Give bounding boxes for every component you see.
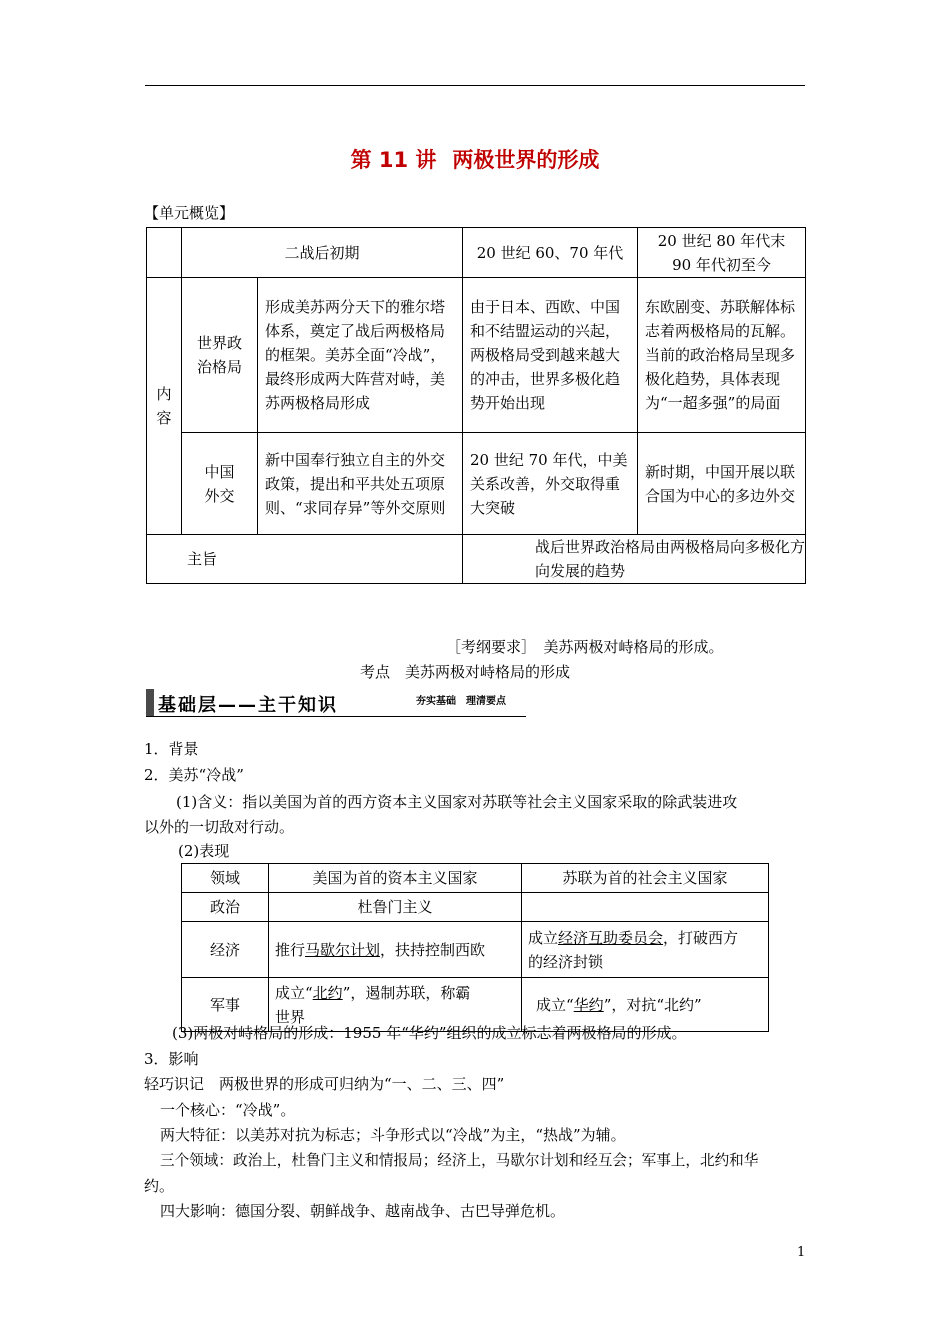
lecture-title xyxy=(0,144,950,174)
banner-subtitle: 夯实基础 理清要点 xyxy=(416,696,506,707)
cell-text: ，扶持控制西欧 xyxy=(380,940,486,959)
overview-cell: 形成美苏两分天下的雅尔塔体系，奠定了战后两极格局的框架。美苏全面“冷战”，最终形成两大阵营对峙，美苏两极格局形成 xyxy=(258,278,463,433)
list-item-impact: 3．影响 xyxy=(144,1050,199,1068)
overview-corner-cell xyxy=(147,228,182,278)
overview-row-politics xyxy=(147,278,806,433)
cell-text: 的经济封锁 xyxy=(528,952,604,971)
cell-text: 推行 xyxy=(275,940,306,959)
summary-line: 两大特征：以美苏对抗为标志；斗争形式以“冷战”为主，“热战”为辅。 xyxy=(160,1126,626,1144)
definition-line: (1)含义：指以美国为首的西方资本主义国家对苏联等社会主义国家采取的除武装进攻 xyxy=(176,793,738,811)
underlined-term: 华约 xyxy=(573,995,604,1014)
exam-point-title: 考点 美苏两极对峙格局的形成 xyxy=(360,663,571,681)
details-row-label: 经济 xyxy=(182,922,269,978)
details-row-economy xyxy=(182,922,769,978)
banner-accent-bar xyxy=(146,689,154,717)
details-cell xyxy=(522,922,769,978)
list-item-background: 1．背景 xyxy=(144,740,199,758)
details-col-header: 苏联为首的社会主义国家 xyxy=(522,864,769,893)
overview-theme-text: 战后世界政治格局由两极格局向多极化方向发展的趋势 xyxy=(463,535,806,584)
definition-line: 以外的一切敌对行动。 xyxy=(144,818,295,836)
overview-theme-label: 主旨 xyxy=(147,535,463,584)
overview-row-theme xyxy=(147,535,806,584)
underlined-term: 经济互助委员会 xyxy=(558,928,664,947)
details-cell xyxy=(522,893,769,922)
memory-tip: 轻巧识记 两极世界的形成可归纳为“一、二、三、四” xyxy=(144,1075,505,1093)
cell-text: ”，遏制苏联，称霸 xyxy=(342,983,471,1002)
details-row-label: 军事 xyxy=(182,978,269,1032)
overview-row-label: 中国外交 xyxy=(182,433,258,535)
summary-line: 三个领域：政治上，杜鲁门主义和情报局；经济上，马歇尔计划和经互会；军事上，北约和华 xyxy=(160,1152,759,1169)
banner-title: 基础层——主干知识 xyxy=(158,695,338,716)
cell-text: ，打破西方 xyxy=(663,928,739,947)
unit-overview-label: 【单元概览】 xyxy=(144,204,235,222)
details-header-row xyxy=(182,864,769,893)
formation-line: (3)两极对峙格局的形成：1955 年“华约”组织的成立标志着两极格局的形成。 xyxy=(172,1024,687,1042)
cell-text: 成立 xyxy=(528,928,559,947)
overview-cell: 20 世纪 70 年代，中美关系改善，外交取得重大突破 xyxy=(463,433,638,535)
cell-text: 成立“ xyxy=(275,983,313,1002)
lecture-number: 第 11 讲 xyxy=(350,148,437,172)
details-cell: 杜鲁门主义 xyxy=(269,893,522,922)
summary-line: 约。 xyxy=(144,1177,175,1195)
overview-col-header: 20 世纪 60、70 年代 xyxy=(463,228,638,278)
cell-text: 世界 xyxy=(275,1007,306,1026)
overview-cell: 东欧剧变、苏联解体标志着两极格局的瓦解。当前的政治格局呈现多极化趋势，具体表现为“一超多强”的局面 xyxy=(638,278,806,433)
underlined-term: 马歇尔计划 xyxy=(305,940,381,959)
overview-group-label: 内容 xyxy=(147,278,182,535)
overview-cell: 由于日本、西欧、中国和不结盟运动的兴起，两极格局受到越来越大的冲击，世界多极化趋势开始出现 xyxy=(463,278,638,433)
summary-line: 一个核心：“冷战”。 xyxy=(160,1101,296,1119)
overview-cell: 新中国奉行独立自主的外交政策，提出和平共处五项原则、“求同存异”等外交原则 xyxy=(258,433,463,535)
details-col-header: 美国为首的资本主义国家 xyxy=(269,864,522,893)
header-rule xyxy=(145,85,805,86)
overview-col-header: 20 世纪 80 年代末 90 年代初至今 xyxy=(638,228,806,278)
subheading-manifestations: (2)表现 xyxy=(178,842,230,860)
cell-text: 成立“ xyxy=(536,995,574,1014)
overview-table xyxy=(146,227,806,584)
summary-line: 四大影响：德国分裂、朝鲜战争、越南战争、古巴导弹危机。 xyxy=(160,1202,566,1220)
overview-row-label: 世界政治格局 xyxy=(182,278,258,433)
overview-col-header: 二战后初期 xyxy=(182,228,463,278)
details-cell xyxy=(269,922,522,978)
details-row-label: 政治 xyxy=(182,893,269,922)
cell-text: ”，对抗“北约” xyxy=(603,995,702,1014)
banner-underline xyxy=(146,716,526,717)
overview-header-row xyxy=(147,228,806,278)
overview-cell: 新时期，中国开展以联合国为中心的多边外交 xyxy=(638,433,806,535)
lecture-topic: 两极世界的形成 xyxy=(452,148,600,172)
overview-row-diplomacy xyxy=(147,433,806,535)
page-number: 1 xyxy=(797,1245,806,1260)
manifestations-table xyxy=(181,863,769,1032)
section-banner xyxy=(146,689,526,717)
list-item-cold-war: 2．美苏“冷战” xyxy=(144,766,244,784)
syllabus-requirement: ［考纲要求］ 美苏两极对峙格局的形成。 xyxy=(446,638,724,656)
details-col-header: 领域 xyxy=(182,864,269,893)
underlined-term: 北约 xyxy=(312,983,343,1002)
details-row-politics xyxy=(182,893,769,922)
